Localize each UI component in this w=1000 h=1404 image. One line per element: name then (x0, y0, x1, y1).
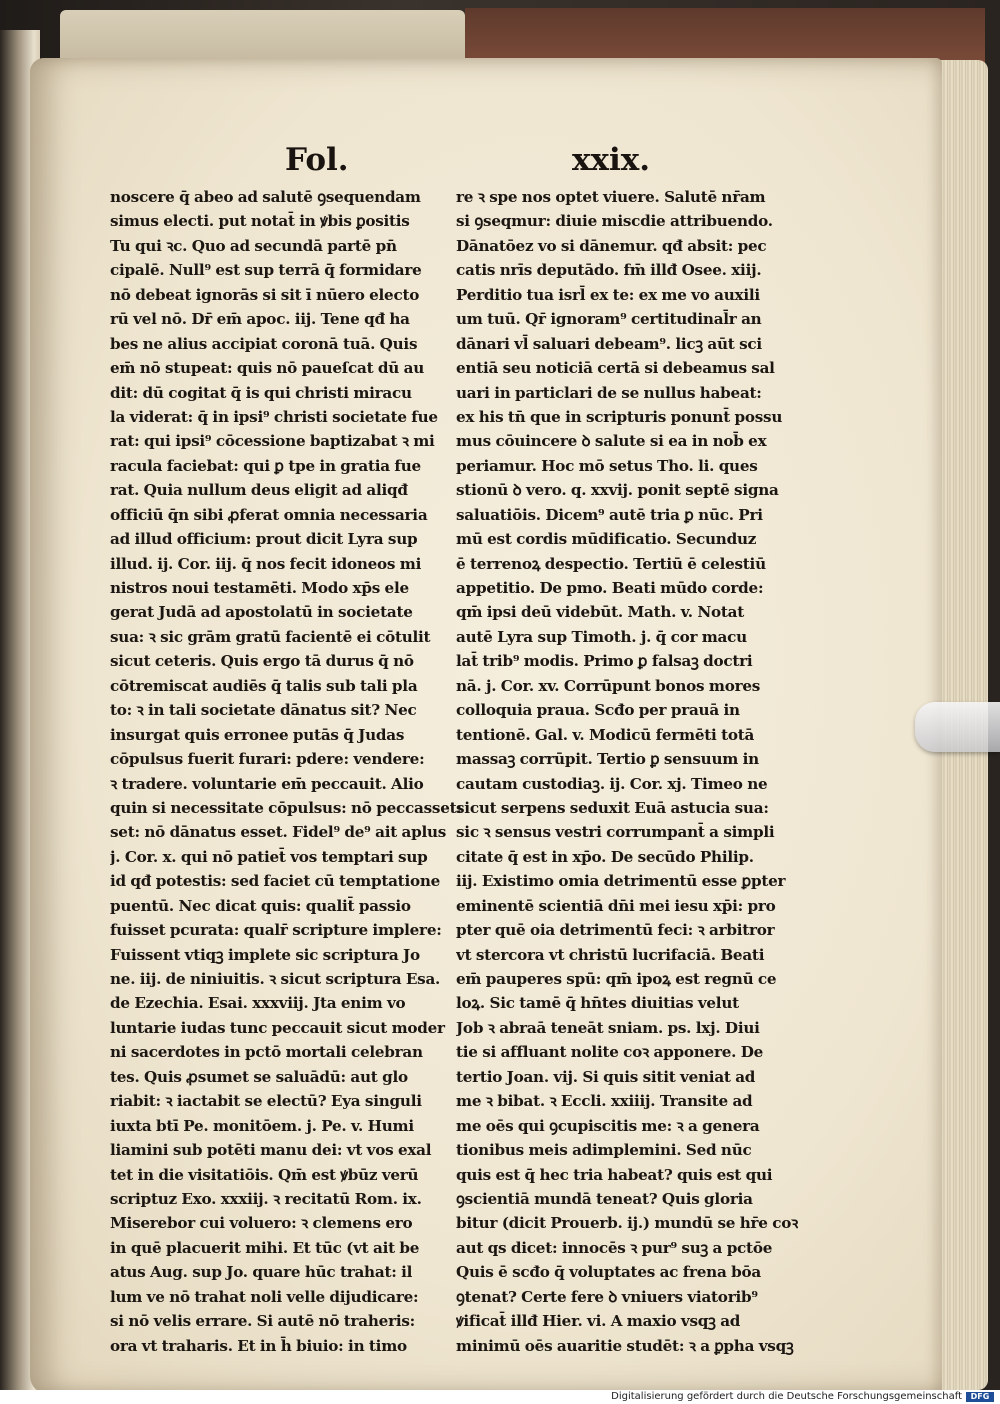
text-line: sicut ceteris. Quis ergo tā durus q̄ nō (110, 652, 414, 671)
folio-label: Fol. (285, 142, 349, 178)
text-line: pter quē oia detrimentū feci: ꝛ arbitror (456, 921, 775, 940)
text-line: racula faciebat: qui ꝑ tpe in gratia fue (110, 456, 421, 475)
text-line: em̄ pauperes spū: qm̄ ipoꝝ est regnū ce (456, 970, 777, 988)
text-line: lum ve nō trahat noli velle dijudicare: (110, 1287, 419, 1306)
text-line: si ꝯseqmur: diuie miscdie attribuendo. (456, 212, 773, 231)
text-line: dit: dū cogitat q̄ is qui christi miracu (110, 383, 412, 402)
text-line: loꝝ. Sic tamē q̄ hn̄tes diuitias velut (456, 994, 739, 1013)
text-line: me oēs qui ꝯcupiscitis me: ꝛ a genera (456, 1116, 760, 1135)
text-line: tionibus meis adimplemini. Sed nūc (456, 1141, 752, 1160)
text-line: insurgat quis erronee putās q̄ Judas (110, 725, 405, 744)
text-line: cautam custodiaꝫ. ij. Cor. xj. Timeo ne (456, 774, 768, 793)
text-line: nā. j. Cor. xv. Corrūpunt bonos mores (456, 676, 761, 695)
text-line: fuisset pcurata: qualr̄ scripture implere: (110, 921, 442, 940)
text-line: periamur. Hoc mō setus Tho. li. ques (456, 456, 758, 475)
text-line: mū est cordis mūdificatio. Secunduz (456, 530, 757, 549)
text-line: j. Cor. x. qui nō patiet̄ vos temptari sup (110, 847, 428, 866)
text-line: eminentē scientiā dn̄i mei iesu xp̄i: pro (456, 896, 776, 915)
text-line: ad illud officium: prout dicit Lyra sup (110, 530, 418, 549)
text-line: iuxta btī Pe. monitōem. j. Pe. v. Humi (110, 1116, 414, 1135)
text-line: riabit: ꝛ iactabit se electū? Eya singuli (110, 1092, 422, 1111)
text-line: luntarie iudas tunc peccauit sicut moder (110, 1018, 445, 1037)
text-line: noscere q̄ abeo ad salutē ꝯsequendam (110, 188, 421, 206)
text-line: scriptuz Exo. xxxiij. ꝛ recitatū Rom. ix. (110, 1189, 422, 1208)
text-line: lat̄ trib⁹ modis. Primo ꝑ falsaꝫ doctri (456, 652, 753, 671)
text-line: aut qs dicet: innocēs ꝛ pur⁹ suꝫ a pctōe (456, 1238, 773, 1257)
text-line: ꝯscientiā mundā teneat? Quis gloria (456, 1189, 753, 1208)
text-column-left (110, 185, 462, 1355)
text-line: tes. Quis ꝓsumet se saluādū: aut glo (110, 1067, 408, 1086)
dfg-logo: DFG (966, 1392, 994, 1402)
text-line: nō debeat ignorās si sit ī nūero electo (110, 285, 420, 304)
text-line: Quis ē scđo q̄ voluptates ac frena bōa (456, 1263, 761, 1282)
text-line: Miserebor cui voluero: ꝛ clemens ero (110, 1214, 413, 1233)
text-line: vt stercora vt christū lucrifaciā. Beati (456, 945, 765, 964)
text-line: em̄ nō stupeat: quis nō paueſcat dū au (110, 359, 425, 378)
text-line: re ꝛ spe nos optet viuere. Salutē nr̄am (456, 188, 766, 206)
text-line: ꝛ tradere. voluntarie em̄ peccauit. Alio (110, 774, 424, 793)
text-line: cipalē. Null⁹ est sup terrā q̄ formidare (110, 261, 422, 280)
text-line: saluatiōis. Dicem⁹ autē tria ꝑ nūc. Pri (456, 505, 763, 524)
running-head (0, 142, 1000, 182)
text-line: minimū oēs auaritie studēt: ꝛ a ꝑpha vsqꝫ (456, 1336, 794, 1355)
text-line: officiū q̄n sibi ꝓferat omnia necessaria (110, 505, 428, 524)
text-line: cōpulsus fuerit furari: pdere: vendere: (110, 750, 425, 769)
text-line: bitur (dicit Prouerb. ij.) mundū se hr̄e coꝛ (456, 1214, 798, 1233)
text-line: ni sacerdotes in pctō mortali celebran (110, 1043, 423, 1062)
text-column-right (456, 185, 798, 1355)
text-line: qm̄ ipsi deū videbūt. Math. v. Notat (456, 603, 745, 622)
text-line: la viderat: q̄ in ipsi⁹ christi societate fue (110, 407, 438, 426)
book-block-top (60, 10, 465, 58)
text-line: set: nō dānatus esset. Fidel⁹ de⁹ ait aplus (110, 823, 447, 842)
text-line: in quē placuerit mihi. Et tūc (vt ait be (110, 1238, 420, 1257)
text-line: nistros noui testamēti. Modo xp̄s ele (110, 579, 409, 597)
text-line: tet in die visitatiōis. Qm̄ est ꝟbūz verū (110, 1165, 419, 1184)
text-line: uari in particlari de se nullus habeat: (456, 383, 762, 402)
text-line: tie si affluant nolite coꝛ apponere. De (456, 1043, 764, 1062)
text-line: quis est q̄ hec tria habeat? quis est qui (456, 1165, 773, 1184)
text-line: id qđ potestis: sed faciet cū temptatione (110, 872, 441, 891)
text-line: rū vel nō. Dr̄ em̄ apoc. iij. Tene qđ ha (110, 310, 410, 329)
text-line: citate q̄ est in xp̄o. De secūdo Philip. (456, 847, 754, 866)
text-line: iij. Existimo omia detrimentū esse ꝑpter (456, 872, 786, 891)
text-line: me ꝛ bibat. ꝛ Eccli. xxiiij. Transite ad (456, 1092, 753, 1111)
text-line: sua: ꝛ sic grām gratū facientē ei cōtulit (110, 627, 431, 646)
text-line: autē Lyra sup Timoth. j. q̄ cor macu (456, 627, 747, 646)
text-line: catis nrīs deputādo. fm̄ illđ Osee. xiij. (456, 261, 762, 280)
text-line: Dānatōez vo si dānemur. qđ absit: pec (456, 236, 767, 255)
book-cover-edge (465, 8, 985, 63)
text-line: um tuū. Qr̄ ignoram⁹ certitudinal̄r an (456, 310, 762, 329)
text-line: liamini sub potēti manu dei: vt vos exal (110, 1141, 432, 1160)
page-marker-tab (915, 702, 1000, 752)
text-line: atus Aug. sup Jo. quare hūc trahat: il (110, 1263, 413, 1282)
text-line: rat: qui ipsi⁹ cōcessione baptizabat ꝛ mi (110, 432, 435, 451)
text-line: mus cōuincere ꝺ salute si ea in nob̄ ex (456, 432, 767, 451)
footer-bar (0, 1390, 1000, 1404)
text-line: si nō velis errare. Si autē nō traheris: (110, 1312, 415, 1331)
text-line: sic ꝛ sensus vestri corrumpant̄ a simpli (456, 823, 775, 842)
text-line: stionū ꝺ vero. q. xxvij. ponit septē signa (456, 481, 779, 500)
text-line: ē terrenoꝝ despectio. Tertiū ē celestiū (456, 554, 766, 573)
text-line: massaꝫ corrūpit. Tertio ꝑ sensuum in (456, 750, 759, 769)
text-line: bes ne alius accipiat coronā tuā. Quis (110, 334, 418, 353)
text-line: tertio Joan. vij. Si quis sitit veniat ad (456, 1067, 756, 1086)
text-line: ora vt traharis. Et in h̄ biuio: in timo (110, 1336, 407, 1355)
text-line: de Ezechia. Esai. xxxviij. Jta enim vo (110, 994, 406, 1013)
text-line: to: ꝛ in tali societate dānatus sit? Nec (110, 701, 417, 720)
text-line: puentū. Nec dicat quis: qualit̄ passio (110, 896, 411, 915)
text-line: entiā seu noticiā certā si debeamus sal (456, 359, 775, 378)
text-line: ex his tn̄ que in scripturis ponunt̄ possu (456, 407, 783, 426)
text-line: appetitio. De pmo. Beati mūdo corde: (456, 579, 764, 597)
text-line: rat. Quia nullum deus eligit ad aliqđ (110, 481, 408, 500)
text-line: Perditio tua isrl̄ ex te: ex me vo auxili (456, 285, 760, 304)
funding-credit: Digitalisierung gefördert durch die Deutsche Forschungsgemeinschaft (611, 1391, 962, 1402)
text-line: colloquia praua. Scđo per prauā in (456, 701, 740, 720)
text-line: Job ꝛ abraā teneāt sniam. ps. lxj. Diui (456, 1018, 760, 1037)
text-line: dānari vl̄ saluari debeam⁹. licꝫ aūt sci (456, 334, 762, 353)
text-line: ne. iij. de niniuitis. ꝛ sicut scriptura Esa. (110, 970, 441, 988)
text-line: ꝯtenat? Certe fere ꝺ vniuers viatorib⁹ (456, 1287, 758, 1306)
text-line: Fuissent vtiqꝫ implete sic scriptura Jo (110, 945, 420, 964)
text-line: sicut serpens seduxit Euā astucia sua: (456, 798, 769, 817)
text-line: ꝟificat̄ illđ Hier. vi. A maxio vsqꝫ ad (456, 1312, 741, 1331)
text-line: illud. ij. Cor. iij. q̄ nos fecit idoneos mi (110, 554, 422, 573)
folio-number: xxix. (572, 142, 651, 178)
text-line: cōtremiscat audiēs q̄ talis sub tali pla (110, 676, 418, 695)
text-line: Tu qui ꝛc. Quo ad secundā partē pn̄ (110, 236, 397, 255)
text-line: simus electi. put notat̄ in ꝟbis ꝑositis (110, 212, 410, 231)
text-line: tentionē. Gal. v. Modicū fermēti totā (456, 725, 755, 744)
text-line: gerat Judā ad apostolatū in societate (110, 603, 413, 622)
text-line: quin si necessitate cōpulsus: nō peccasset: (110, 798, 462, 817)
